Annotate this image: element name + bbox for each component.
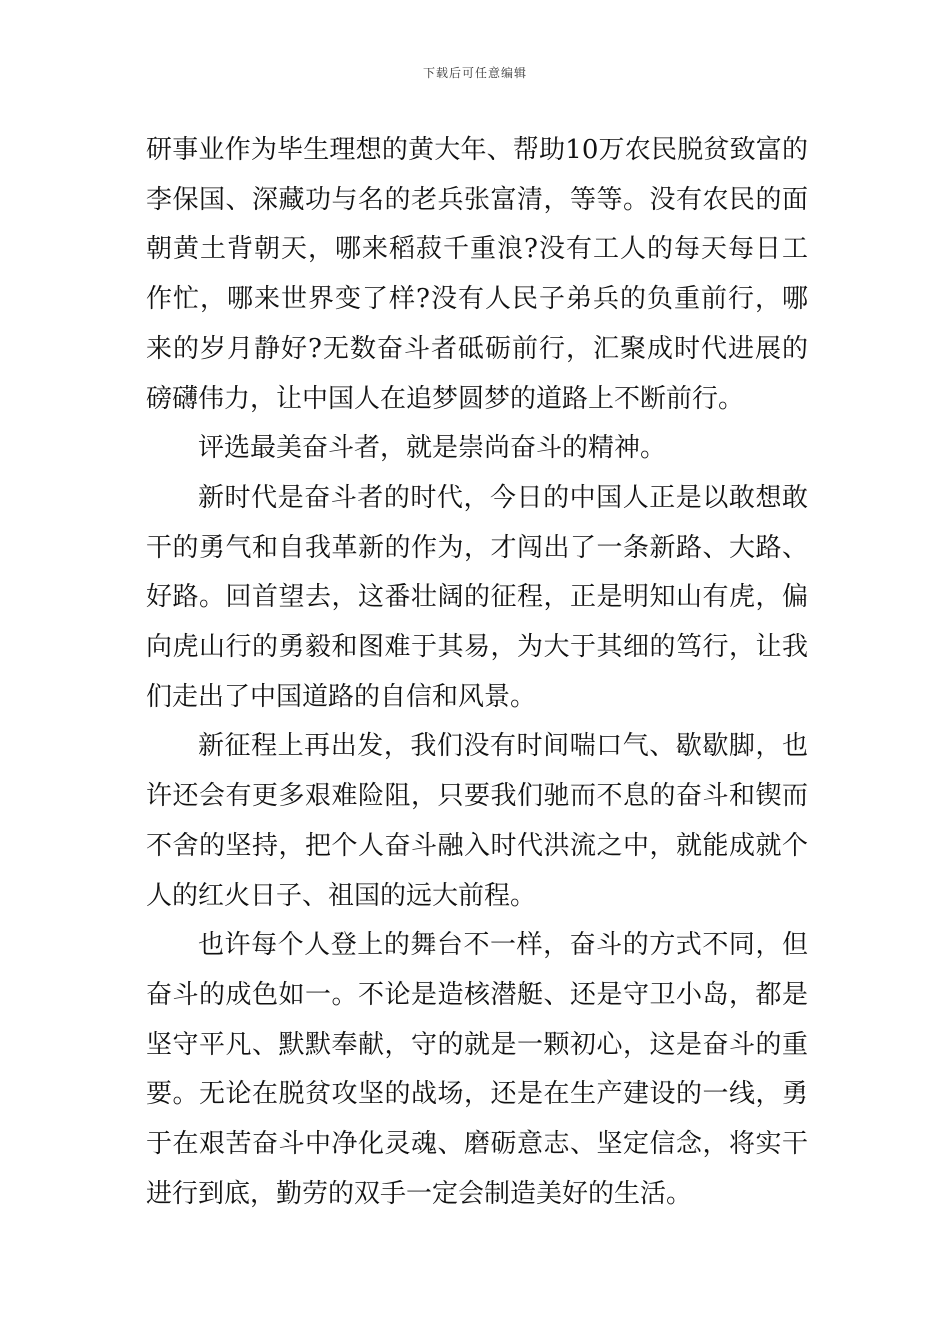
paragraph-5: 也许每个人登上的舞台不一样，奋斗的方式不同，但奋斗的成色如一。不论是造核潜艇、还是守卫小岛，都是坚守平凡、默默奉献，守的就是一颗初心，这是奋斗的重要。无论在脱贫攻坚的战场，还是在生产建设的一线，勇于在艰苦奋斗中净化灵魂、磨砺意志、坚定信念，将实干进行到底，勤劳的双手一定会制造美好的生活。 [146, 930, 808, 1209]
paragraph-2: 评选最美奋斗者，就是崇尚奋斗的精神。 [198, 433, 667, 464]
paragraph-4: 新征程上再出发，我们没有时间喘口气、歇歇脚，也许还会有更多艰难险阻，只要我们驰而不息的奋斗和锲而不舍的坚持，把个人奋斗融入时代洪流之中，就能成就个人的红火日子、祖国的远大前程。 [146, 731, 808, 911]
document-body [146, 126, 808, 1219]
paragraph-3: 新时代是奋斗者的时代，今日的中国人正是以敢想敢干的勇气和自我革新的作为，才闯出了一条新路、大路、好路。回首望去，这番壮阔的征程，正是明知山有虎，偏向虎山行的勇毅和图难于其易，为大于其细的笃行，让我们走出了中国道路的自信和风景。 [146, 482, 808, 712]
paragraph-1: 研事业作为毕生理想的黄大年、帮助10万农民脱贫致富的李保国、深藏功与名的老兵张富清，等等。没有农民的面朝黄土背朝天，哪来稻菽千重浪?没有工人的每天每日工作忙，哪来世界变了样?没有人民子弟兵的负重前行，哪来的岁月静好?无数奋斗者砥砺前行，汇聚成时代进展的磅礴伟力，让中国人在追梦圆梦的道路上不断前行。 [146, 135, 808, 414]
page-header: 下载后可任意编辑 [422, 66, 527, 80]
